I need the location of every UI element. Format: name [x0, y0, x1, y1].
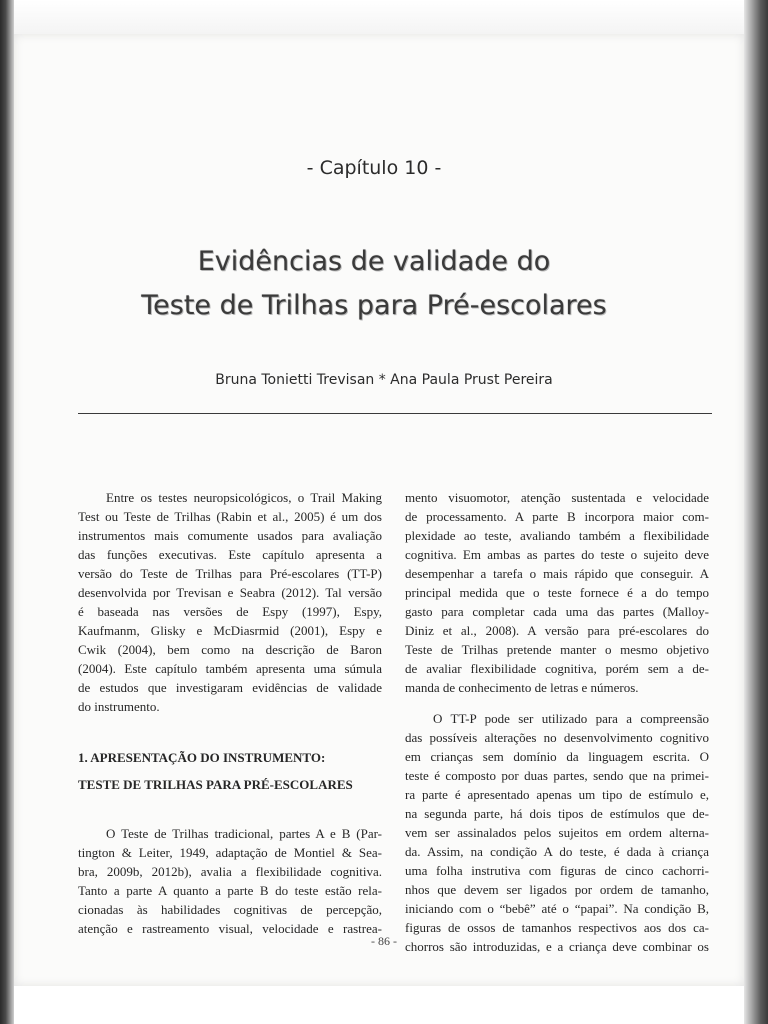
authors: Bruna Tonietti Trevisan * Ana Paula Prust Pereira	[215, 372, 553, 388]
section-heading-line-1: 1. APRESENTAÇÃO DO INSTRUMENTO:	[78, 750, 326, 765]
right-column	[405, 488, 709, 956]
text-line: de avaliar flexibilidade cognitiva, porém sem a de-	[405, 661, 709, 676]
page-number: - 86 -	[371, 934, 397, 948]
text-line: tington & Leiter, 1949, adaptação de Montiel & Sea-	[78, 845, 382, 860]
text-line: principal medida que o teste fornece é a do tempo	[405, 585, 709, 600]
text-line: vem ser assinalados pelos sujeitos em ordem alterna-	[405, 825, 709, 840]
spacer	[78, 716, 382, 748]
text-line: teste é composto por duas partes, sendo que na primei-	[405, 768, 709, 783]
text-line: de processamento. A parte B incorpora maior com-	[405, 509, 709, 524]
spacer	[405, 697, 709, 709]
section-paragraph	[78, 824, 382, 938]
intro-paragraph	[78, 488, 382, 716]
text-line: versão do Teste de Trilhas para Pré-escolares (TT-P)	[78, 566, 382, 581]
continued-paragraph	[405, 488, 709, 697]
left-column	[78, 488, 382, 938]
text-line: das possíveis alterações no desenvolvimento cognitivo	[405, 730, 709, 745]
text-line: manda de conhecimento de letras e números.	[405, 680, 639, 695]
chapter-title-line-1: Evidências de validade do	[197, 246, 551, 277]
ttp-paragraph	[405, 709, 709, 956]
text-line: (2004). Este capítulo também apresenta uma súmula	[78, 661, 382, 676]
scan-left-edge	[0, 0, 14, 1024]
text-line: do instrumento.	[78, 699, 160, 714]
text-line: Teste de Trilhas pretende manter o mesmo objetivo	[405, 642, 709, 657]
text-line: é baseada nas versões de Espy (1997), Espy,	[78, 604, 382, 619]
text-line: chorros são introduzidas, e a criança deve combinar os	[405, 939, 709, 954]
text-line: mento visuomotor, atenção sustentada e velocidade	[405, 490, 709, 505]
text-line: Entre os testes neuropsicológicos, o Trail Making	[106, 490, 382, 505]
text-line: O Teste de Trilhas tradicional, partes A e B (Par-	[106, 826, 382, 841]
text-line: Test ou Teste de Trilhas (Rabin et al., 2005) é um dos	[78, 509, 382, 524]
text-line: uma folha instrutiva com figuras de cinco cachorri-	[405, 863, 709, 878]
text-line: desempenhar a tarefa o mais rápido que conseguir. A	[405, 566, 709, 581]
text-line: da. Assim, na condição A do teste, é dada à criança	[405, 844, 709, 859]
title-divider	[78, 413, 712, 414]
scan-top-edge	[0, 0, 768, 34]
chapter-title-line-2: Teste de Trilhas para Pré-escolares	[141, 290, 607, 321]
text-line: de estudos que investigaram evidências de validade	[78, 680, 382, 695]
spacer	[78, 794, 382, 824]
text-line: O TT-P pode ser utilizado para a compreensão	[433, 711, 709, 726]
text-line: ra parte é apresentado apenas um tipo de estímulo e,	[405, 787, 709, 802]
text-line: em crianças sem domínio da linguagem escrita. O	[405, 749, 709, 764]
text-line: cognitiva. Em ambas as partes do teste o sujeito deve	[405, 547, 709, 562]
section-heading-line-2: TESTE DE TRILHAS PARA PRÉ-ESCOLARES	[78, 777, 353, 792]
text-line: gasto para completar cada uma das partes (Malloy-	[405, 604, 709, 619]
text-line: instrumentos mais comumente usados para avaliação	[78, 528, 382, 543]
scan-right-edge	[744, 0, 768, 1024]
chapter-label: - Capítulo 10 -	[306, 157, 442, 179]
text-line: Kaufmanm, Glisky e McDiasrmid (2001), Espy e	[78, 623, 382, 638]
spacer	[78, 767, 382, 775]
text-line: Diniz et al., 2008). A versão para pré-escolares do	[405, 623, 709, 638]
text-line: bra, 2009b, 2012b), avalia a flexibilidade cognitiva.	[78, 864, 382, 879]
text-line: figuras de ossos de tamanhos respectivos aos dos ca-	[405, 920, 709, 935]
text-line: Tanto a parte A quanto a parte B do teste estão rela-	[78, 883, 382, 898]
text-line: iniciando com o “bebê” até o “papai”. Na condição B,	[405, 901, 709, 916]
text-line: na segunda parte, há dois tipos de estímulos que de-	[405, 806, 709, 821]
text-line: desenvolvida por Trevisan e Seabra (2012). Tal versão	[78, 585, 382, 600]
text-line: Cwik (2004), bem como na descrição de Baron	[78, 642, 382, 657]
text-line: nhos que devem ser ligados por ordem de tamanho,	[405, 882, 709, 897]
text-line: plexidade ao teste, avaliando também a flexibilidade	[405, 528, 709, 543]
text-line: cionadas às habilidades cognitivas de percepção,	[78, 902, 382, 917]
text-line: das funções executivas. Este capítulo apresenta a	[78, 547, 382, 562]
text-line: atenção e rastreamento visual, velocidade e rastrea-	[78, 921, 382, 936]
